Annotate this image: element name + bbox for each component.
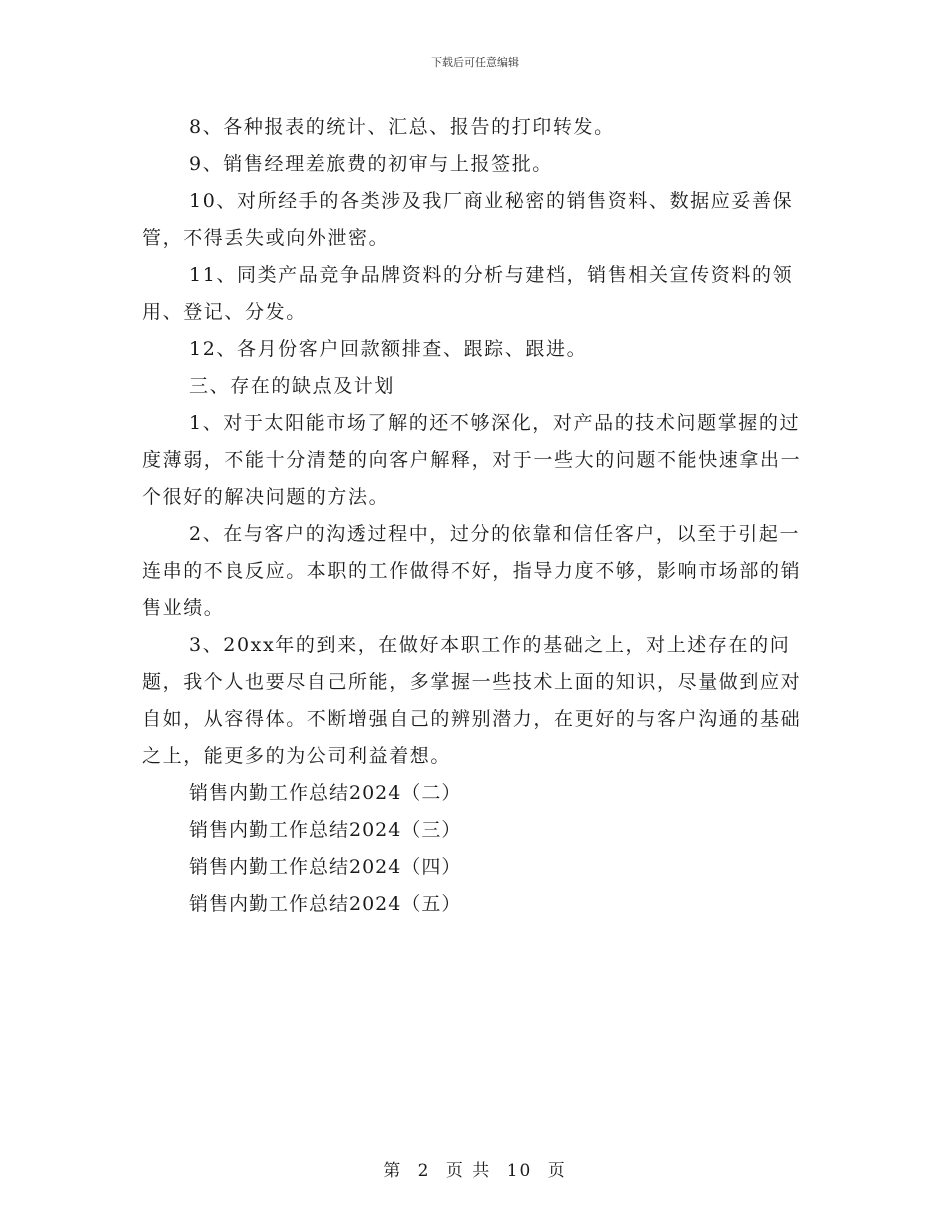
related-doc-link-5[interactable]: 销售内勤工作总结2024（五）	[189, 893, 462, 915]
paragraph-plan-2: 2、在与客户的沟透过程中，过分的依靠和信任客户，以至于引起一连串的不良反应。本职的工作做得不好，指导力度不够，影响市场部的销售业绩。	[142, 523, 802, 619]
paragraph-item-9: 9、销售经理差旅费的初审与上报签批。	[189, 153, 553, 175]
related-doc-link-2[interactable]: 销售内勤工作总结2024（二）	[189, 782, 462, 804]
related-doc-link-4[interactable]: 销售内勤工作总结2024（四）	[189, 856, 462, 878]
paragraph-item-11: 11、同类产品竞争品牌资料的分析与建档，销售相关宣传资料的领用、登记、分发。	[142, 264, 794, 323]
paragraph-item-8: 8、各种报表的统计、汇总、报告的打印转发。	[189, 116, 615, 138]
footer-page-number: 2	[417, 1161, 431, 1181]
page-header: 下载后可任意编辑	[431, 56, 519, 69]
paragraph-item-10: 10、对所经手的各类涉及我厂商业秘密的销售资料、数据应妥善保管，不得丢失或向外泄密。	[142, 190, 794, 249]
document-body	[142, 109, 812, 923]
footer-prefix: 第	[383, 1161, 403, 1181]
page-footer	[0, 1156, 950, 1181]
footer-suffix: 页	[547, 1161, 567, 1181]
footer-total-pages: 10	[506, 1161, 533, 1181]
paragraph-plan-3: 3、20xx年的到来，在做好本职工作的基础之上，对上述存在的问题，我个人也要尽自己所能，多掌握一些技术上面的知识，尽量做到应对自如，从容得体。不断增强自己的辨别潜力，在更好的与客户沟通的基础之上，能更多的为公司利益着想。	[142, 634, 802, 767]
paragraph-item-12: 12、各月份客户回款额排查、跟踪、跟进。	[189, 338, 588, 360]
section-heading: 三、存在的缺点及计划	[189, 375, 396, 397]
related-doc-link-3[interactable]: 销售内勤工作总结2024（三）	[189, 819, 462, 841]
paragraph-plan-1: 1、对于太阳能市场了解的还不够深化，对产品的技术问题掌握的过度薄弱，不能十分清楚的向客户解释，对于一些大的问题不能快速拿出一个很好的解决问题的方法。	[142, 412, 802, 508]
footer-middle: 页 共	[445, 1161, 492, 1181]
